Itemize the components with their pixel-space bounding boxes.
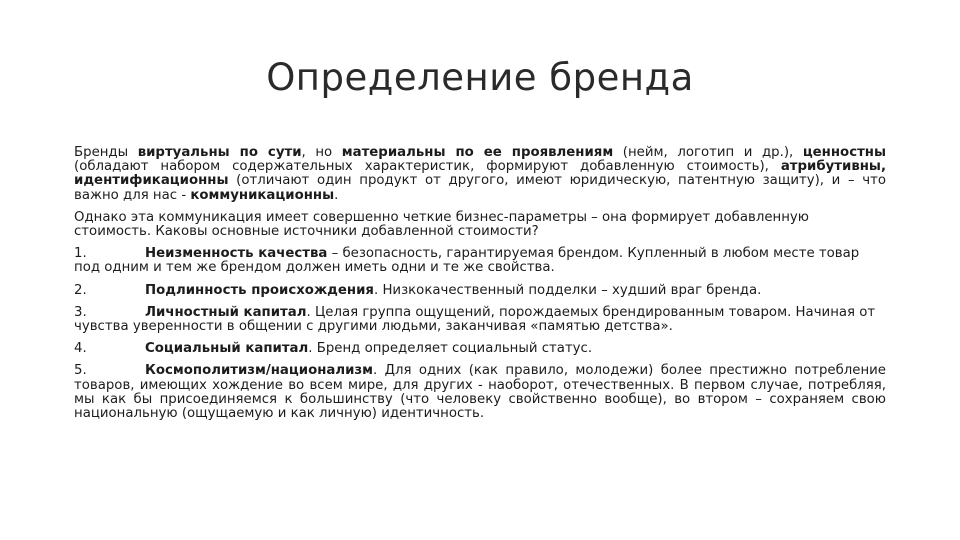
item-text: . Целая группа ощущений, порождаемых брендированным товаром. Начиная от чувства уверенности в общении с другими людьми, заканчивая «памятью детства». — [74, 304, 876, 335]
slide-title: Определение бренда — [266, 56, 694, 99]
text-run: . — [334, 187, 339, 203]
item-number: 5. — [74, 363, 87, 379]
bold-run: коммуникационны — [190, 187, 335, 203]
bold-run: виртуальны по сути — [137, 145, 302, 160]
item-number: 3. — [74, 304, 87, 320]
text-run: Бренды — [74, 145, 138, 160]
item-heading: Социальный капитал — [145, 341, 309, 357]
text-run: (отличают один продукт от другого, имеют юридическую, патентную защиту), и – что важно для нас - — [74, 173, 886, 203]
item-heading: Подлинность происхождения — [145, 282, 374, 298]
text-run: (нейм, логотип и др.), — [613, 145, 803, 160]
list-item-4 — [74, 342, 886, 356]
list-item-1 — [74, 247, 886, 275]
list-item-5 — [74, 364, 886, 421]
item-text: – безопасность, гарантируемая брендом. Купленный в любом месте товар под одним и тем же брендом должен иметь одни и те же свойства. — [74, 246, 860, 276]
item-text: . Низкокачественный подделки – худший враг бренда. — [373, 282, 762, 298]
item-number: 2. — [74, 282, 87, 298]
value-sources-intro: Однако эта коммуникация имеет совершенно четкие бизнес-параметры – она формирует добавленную стоимость. Каковы основные источники добавленной стоимости? — [74, 209, 809, 240]
list-item-3 — [74, 306, 886, 334]
item-number: 1. — [74, 246, 87, 262]
item-number: 4. — [74, 341, 87, 357]
text-run: (обладают набором содержательных характеристик, формируют добавленную стоимость), — [74, 159, 781, 175]
item-heading: Неизменность качества — [145, 246, 328, 262]
list-item-2 — [74, 284, 886, 298]
text-run: , но — [301, 145, 342, 160]
bold-run: ценностны — [802, 145, 886, 160]
item-heading: Личностный капитал — [145, 304, 307, 320]
item-heading: Космополитизм/национализм — [145, 363, 374, 379]
item-text: . Для одних (как правило, молодежи) более престижно потребление товаров, имеющих хождение во всем мире, для других - наоборот, отечественных. В первом случае, потребляя, мы как бы присоединяемся к большинству (что человеку свойственно вообще), во втором – сохраняем свою национальную (ощущаемую и как личную) идентичность. — [74, 363, 886, 422]
bold-run: материальны по ее проявлениям — [341, 145, 614, 160]
bold-run: атрибутивны, идентификационны — [74, 159, 886, 189]
slide-body — [74, 146, 886, 429]
item-text: . Бренд определяет социальный статус. — [308, 341, 593, 357]
brand-definition-paragraph — [74, 146, 886, 203]
